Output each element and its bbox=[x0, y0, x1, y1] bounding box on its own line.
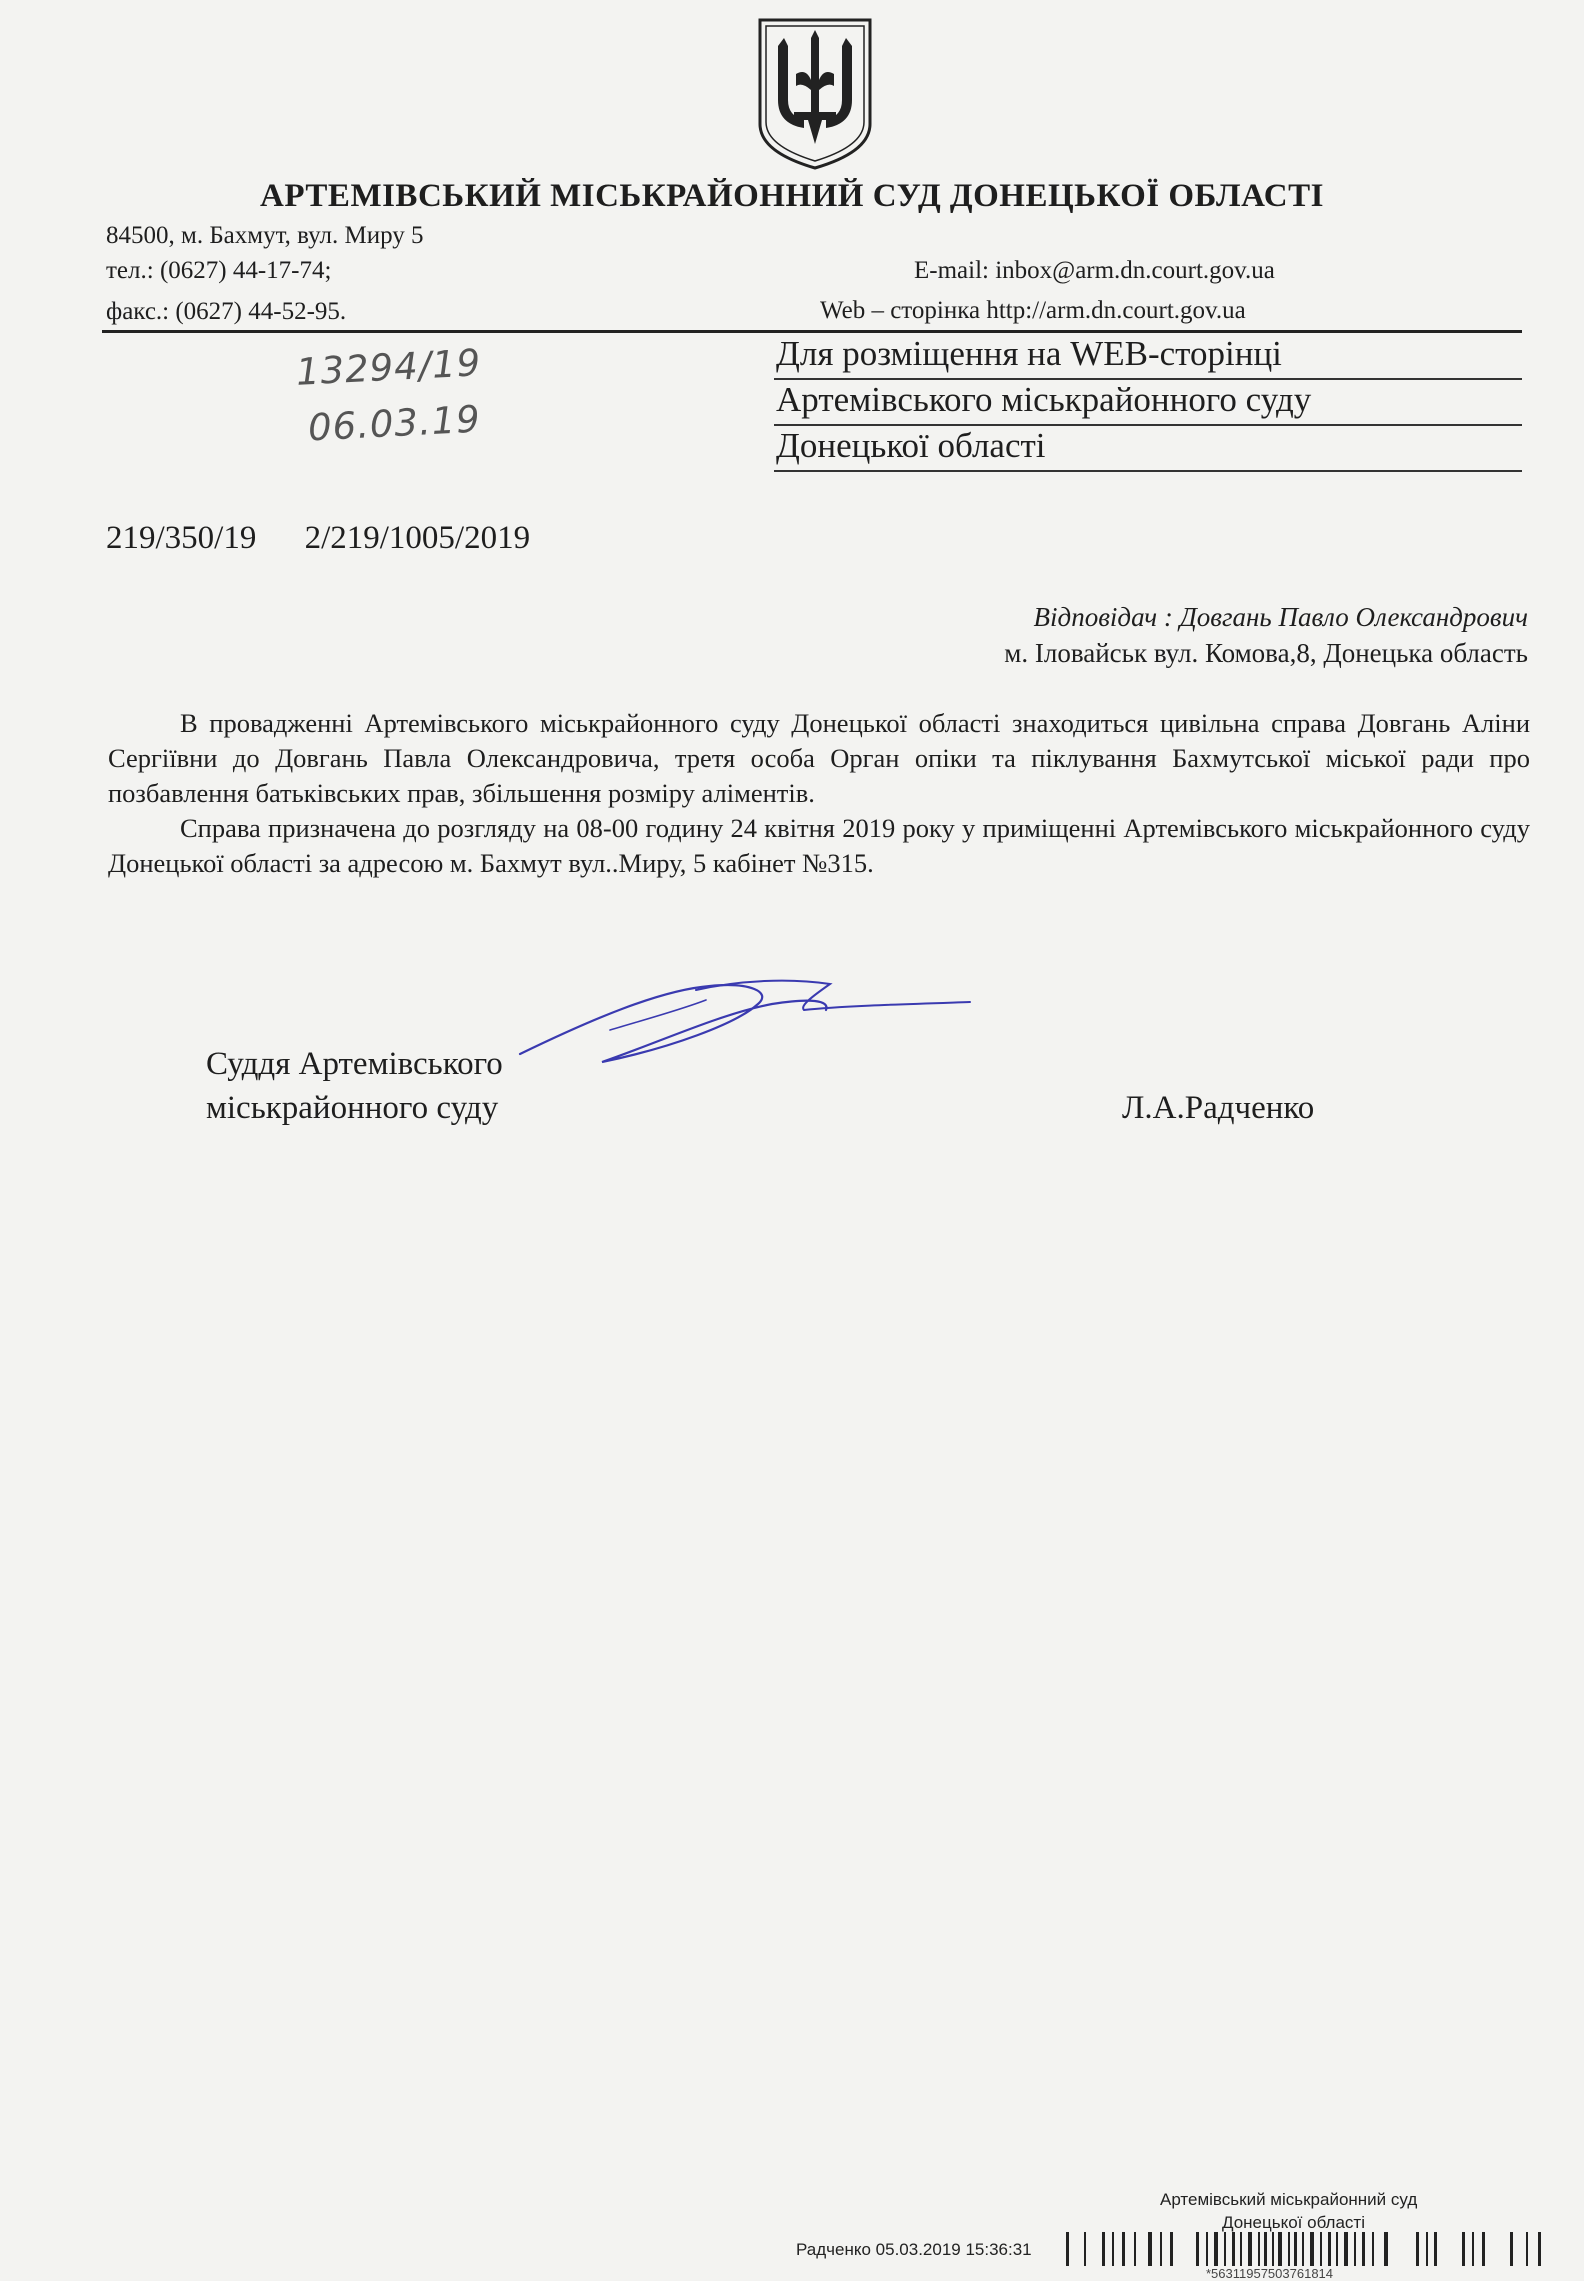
body-paragraph-1: В провадженні Артемівського міськрайонного суду Донецької області знаходиться цивільна справа Довгань Аліни Сергіївни до Довгань Павла Олександровича, третя особа Орган опіки та піклування Бахмутської міської ради про позбавлення батьківських прав, збільшення розміру аліментів. bbox=[108, 708, 1530, 808]
court-email: E-mail: inbox@arm.dn.court.gov.ua bbox=[914, 257, 1275, 284]
judge-name: Л.А.Радченко bbox=[1122, 1090, 1315, 1126]
web-notice-underline-3 bbox=[774, 470, 1522, 472]
barcode-number: *56311957503761814 bbox=[1206, 2266, 1334, 2281]
addressee-name: Відповідач : Довгань Павло Олександрович bbox=[1033, 602, 1528, 632]
case-numbers: 219/350/19 2/219/1005/2019 bbox=[106, 520, 531, 556]
court-address: 84500, м. Бахмут, вул. Миру 5 bbox=[106, 222, 424, 249]
court-website: Web – сторінка http://arm.dn.court.gov.ua bbox=[820, 297, 1246, 324]
web-notice-line-3: Донецької області bbox=[776, 426, 1046, 465]
court-fax: факс.: (0627) 44-52-95. bbox=[106, 298, 347, 325]
handwritten-signature bbox=[510, 970, 980, 1080]
handwritten-incoming-number: 13294/19 bbox=[295, 341, 483, 394]
document-barcode bbox=[1066, 2232, 1548, 2266]
judge-position-line-2: міськрайонного суду bbox=[206, 1090, 499, 1126]
letter-body bbox=[108, 706, 1530, 881]
handwritten-incoming-date: 06.03.19 bbox=[306, 397, 482, 450]
addressee-address: м. Іловайськ вул. Комова,8, Донецька область bbox=[1004, 638, 1528, 668]
web-notice-line-1: Для розміщення на WEB-сторінці bbox=[776, 334, 1282, 373]
court-phone: тел.: (0627) 44-17-74; bbox=[106, 257, 332, 284]
judge-position bbox=[206, 1042, 503, 1130]
footer-court-stamp-line-1: Артемівський міськрайонний суд bbox=[1160, 2190, 1418, 2209]
footer-author-timestamp: Радченко 05.03.2019 15:36:31 bbox=[796, 2240, 1032, 2259]
coat-of-arms-emblem bbox=[756, 16, 874, 172]
web-notice-line-2: Артемівського міськрайонного суду bbox=[776, 380, 1312, 419]
header-divider bbox=[102, 330, 1522, 333]
footer-court-stamp-line-2: Донецької області bbox=[1222, 2213, 1365, 2232]
judge-position-line-1: Суддя Артемівського bbox=[206, 1046, 503, 1082]
body-paragraph-2: Справа призначена до розгляду на 08-00 годину 24 квітня 2019 року у приміщенні Артемівського міськрайонного суду Донецької області за адресою м. Бахмут вул..Миру, 5 кабінет №315. bbox=[108, 813, 1530, 878]
court-name-heading: АРТЕМІВСЬКИЙ МІСЬКРАЙОННИЙ СУД ДОНЕЦЬКОЇ ОБЛАСТІ bbox=[260, 178, 1324, 214]
